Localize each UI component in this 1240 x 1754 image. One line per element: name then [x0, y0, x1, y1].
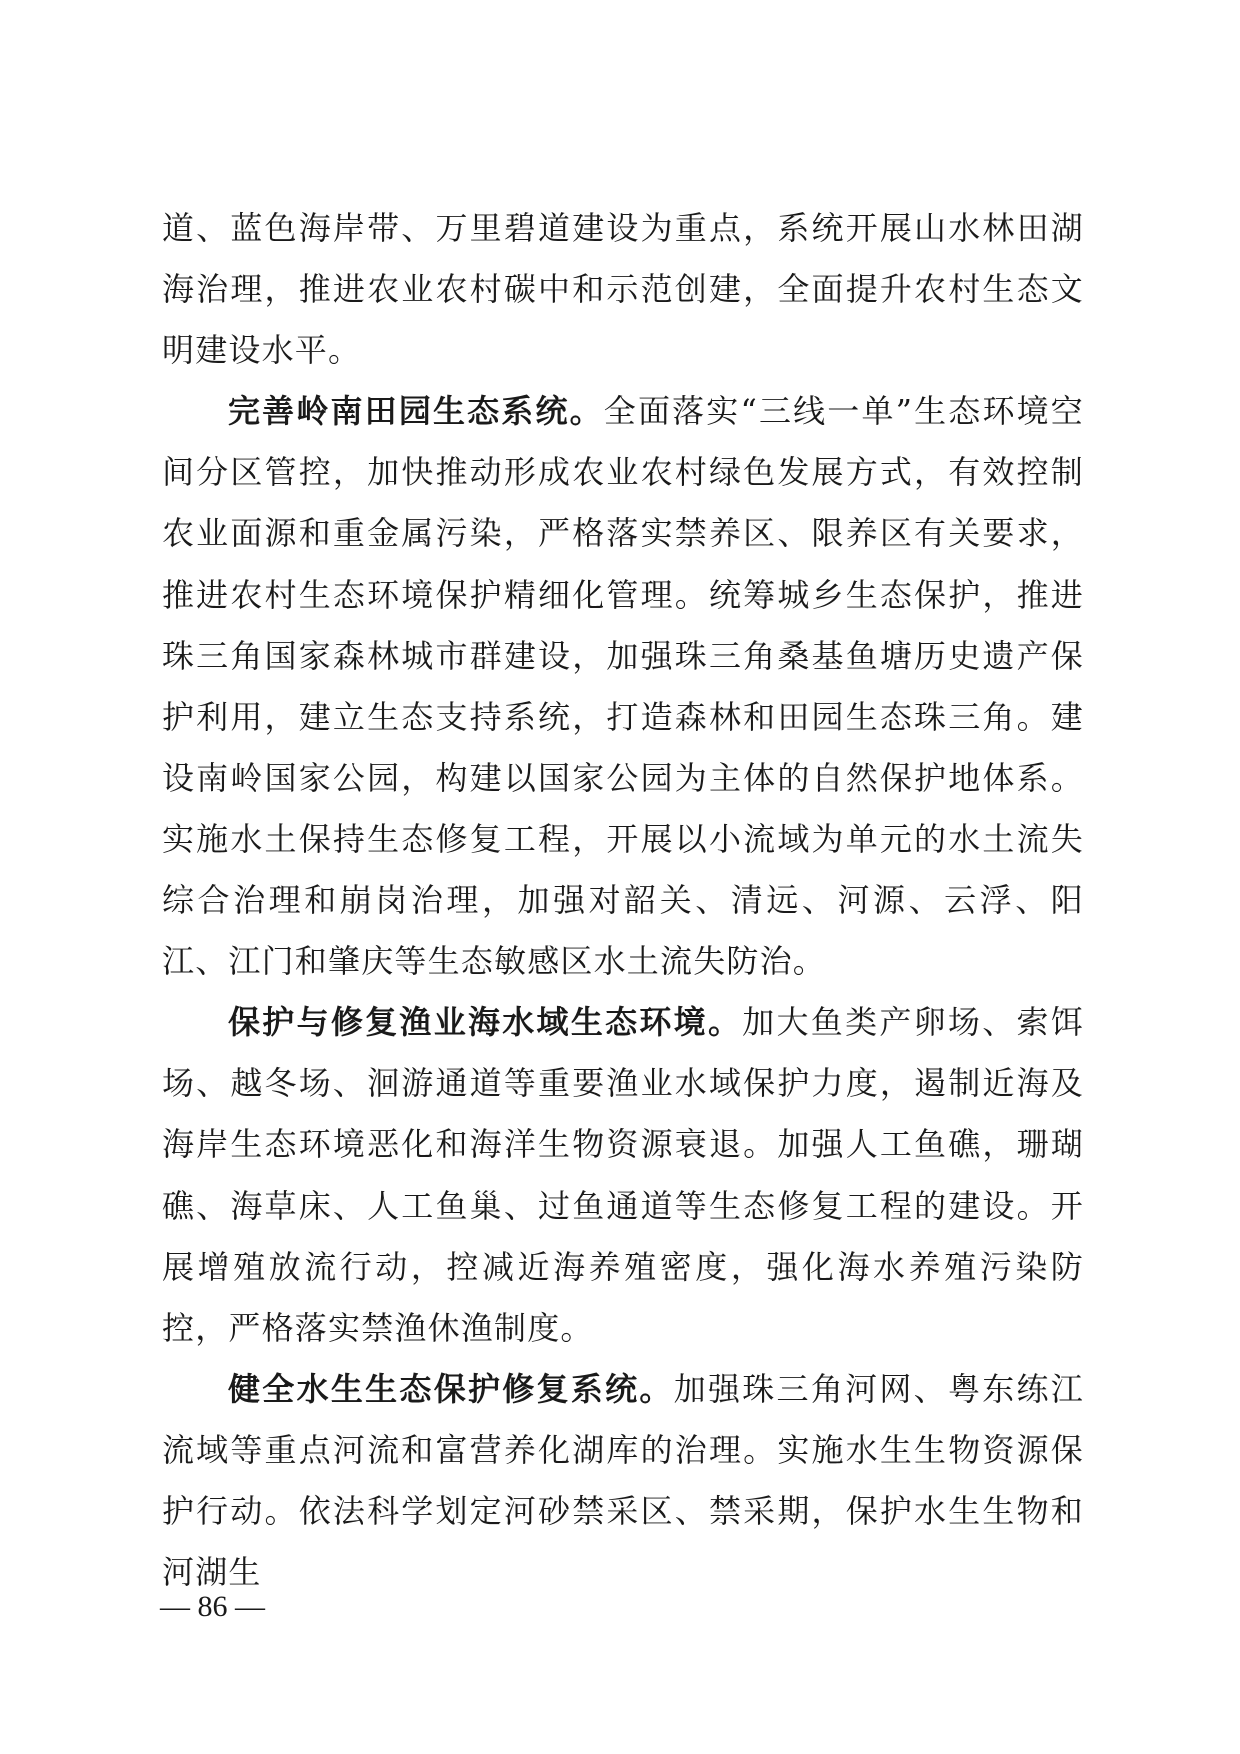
paragraph-fishery-waters: [162, 992, 1084, 1359]
paragraph-heading: 健全水生生态保护修复系统。: [228, 1369, 674, 1408]
document-body: [162, 198, 1084, 1603]
paragraph-lingnan-ecosystem: [162, 381, 1084, 992]
paragraph-aquatic-ecology: [162, 1359, 1084, 1603]
paragraph-heading: 完善岭南田园生态系统。: [228, 392, 604, 431]
paragraph-heading: 保护与修复渔业海水域生态环境。: [228, 1003, 743, 1042]
paragraph-continuation: [162, 198, 1084, 381]
paragraph-text: 全面落实“三线一单”生态环境空间分区管控，加快推动形成农业农村绿色发展方式，有效控制农业面源和重金属污染，严格落实禁养区、限养区有关要求，推进农村生态环境保护精细化管理。统筹城乡生态保护，推进珠三角国家森林城市群建设，加强珠三角桑基鱼塘历史遗产保护利用，建立生态支持系统，打造森林和田园生态珠三角。建设南岭国家公园，构建以国家公园为主体的自然保护地体系。实施水土保持生态修复工程，开展以小流域为单元的水土流失综合治理和崩岗治理，加强对韶关、清远、河源、云浮、阳江、江门和肇庆等生态敏感区水土流失防治。: [162, 392, 1084, 981]
page-number: — 86 —: [160, 1590, 265, 1623]
paragraph-text: 道、蓝色海岸带、万里碧道建设为重点，系统开展山水林田湖海治理，推进农业农村碳中和示范创建，全面提升农村生态文明建设水平。: [162, 209, 1084, 370]
paragraph-text: 加大鱼类产卵场、索饵场、越冬场、洄游通道等重要渔业水域保护力度，遏制近海及海岸生态环境恶化和海洋生物资源衰退。加强人工鱼礁，珊瑚礁、海草床、人工鱼巢、过鱼通道等生态修复工程的建设。开展增殖放流行动，控减近海养殖密度，强化海水养殖污染防控，严格落实禁渔休渔制度。: [162, 1003, 1084, 1347]
paragraph-text: 加强珠三角河网、粤东练江流域等重点河流和富营养化湖库的治理。实施水生生物资源保护行动。依法科学划定河砂禁采区、禁采期，保护水生生物和河湖生: [162, 1369, 1084, 1592]
